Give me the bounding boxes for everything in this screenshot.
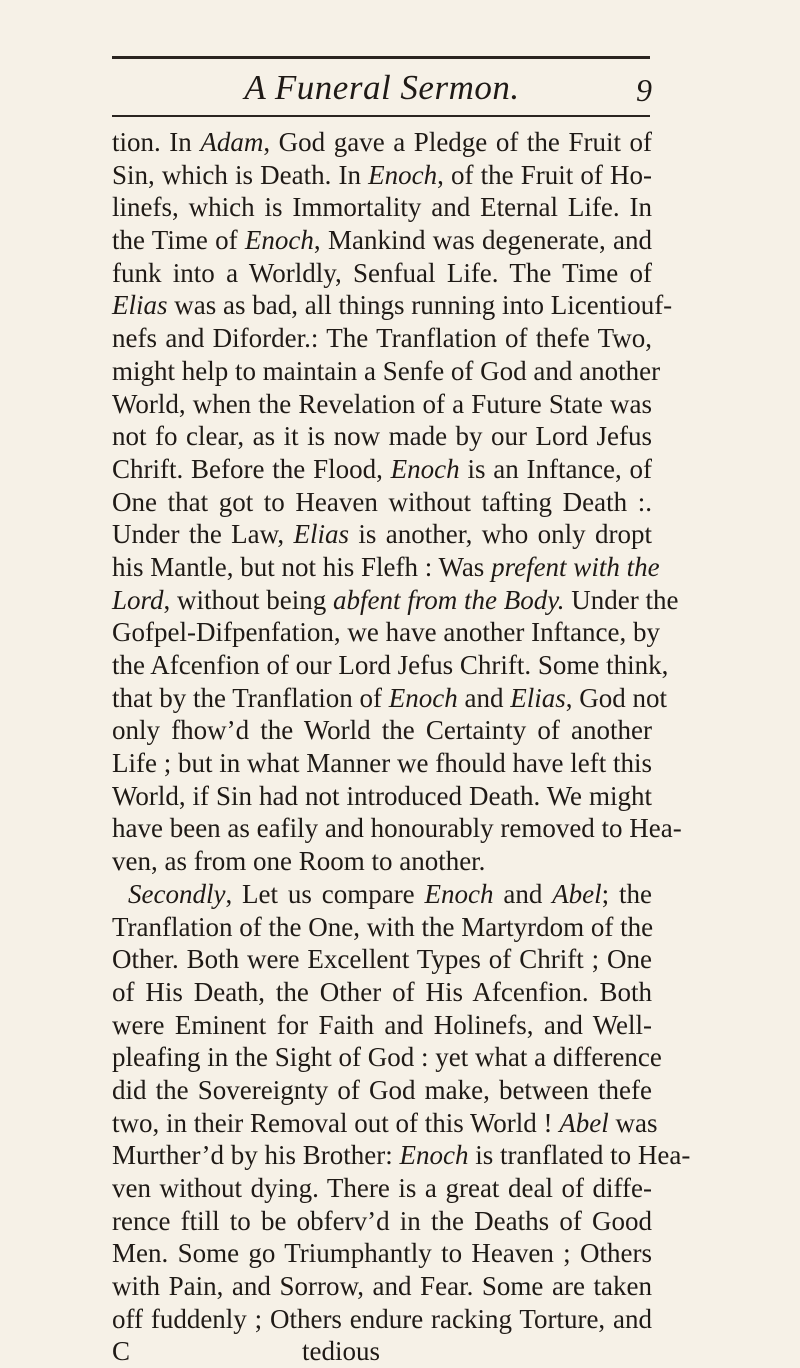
text-run: might help to maintain a Senfe of God and another [112, 355, 661, 386]
text-run: ven without dying. There is a great deal of diffe- [112, 1173, 652, 1203]
text-run: the Afcenfion of our Lord Jefus Chrift. Some think, [112, 650, 669, 680]
text-line [112, 486, 652, 519]
text-run: ven, as from one Room to another. [112, 846, 486, 877]
text-line [112, 616, 661, 649]
text-run: World, when the Revelation of a Future State was [112, 388, 652, 419]
text-line [112, 878, 652, 911]
text-run: linefs, which is Immortality and Eternal Life. In [112, 192, 652, 223]
page-number: 9 [636, 72, 652, 108]
text-line [112, 518, 652, 551]
text-run: Tranflation of the One, with the Martyrdom of the [112, 911, 654, 942]
text-run: that by the Tranflation of [112, 682, 389, 713]
text-run: , God gave a Pledge of the Fruit of [263, 127, 653, 157]
italic-run: Elias [293, 519, 350, 550]
italic-run: Elias [112, 290, 168, 321]
text-line [112, 355, 661, 388]
text-run: , without being [163, 584, 334, 615]
top-rule [112, 56, 650, 59]
page-header [112, 64, 652, 116]
text-run: Under the [564, 584, 679, 615]
text-line [112, 257, 652, 290]
text-line [112, 1270, 652, 1303]
text-run: rence ftill to be obferv’d in the Deaths of Good [112, 1205, 652, 1236]
italic-run: Enoch [368, 159, 438, 190]
text-line [112, 845, 652, 878]
text-line [112, 420, 652, 453]
text-run: Under the Law, [112, 519, 294, 550]
text-run: is tranflated to Hea- [468, 1140, 691, 1171]
text-run: and [493, 878, 553, 909]
text-line [112, 1074, 652, 1107]
text-line [112, 551, 660, 584]
text-run: is another, who only dropt [349, 519, 652, 550]
text-line [112, 682, 667, 715]
catchword-line [112, 1335, 652, 1368]
text-run: One that got to Heaven without tafting Death :. [112, 486, 652, 517]
italic-run: Elias [510, 682, 566, 713]
text-line [112, 911, 652, 944]
text-run: Other. Both were Excellent Types of Chrift ; One [112, 944, 652, 975]
text-run: only fhow’d the World the Certainty of another [112, 715, 652, 746]
text-run: tion. In [112, 127, 201, 157]
text-line [112, 812, 682, 845]
text-run: two, in their Removal out of this World ! [112, 1107, 560, 1138]
text-line [112, 714, 652, 747]
text-run: Sin, which is Death. In [112, 159, 369, 190]
text-run: and [457, 682, 511, 713]
text-run: is an Inftance, of [459, 453, 652, 484]
italic-run: Enoch [388, 682, 458, 713]
text-line [112, 943, 652, 976]
body-text [112, 126, 691, 1368]
text-line [112, 191, 652, 224]
text-line [112, 453, 652, 486]
italic-run: abfent from the Body. [333, 584, 565, 615]
text-line [112, 322, 652, 355]
text-run: ; the [601, 878, 652, 909]
italic-run: Enoch [424, 878, 494, 909]
catchword: tedious [302, 1336, 380, 1367]
text-line [112, 1303, 652, 1336]
text-run: did the Sovereignty of God make, between thefe [112, 1074, 652, 1105]
text-run: , of the Fruit of Ho- [437, 159, 652, 190]
italic-run: Abel [552, 878, 602, 909]
italic-run: prefent with the [491, 551, 660, 582]
text-run: Life ; but in what Manner we fhould have left this [112, 748, 652, 779]
text-run: not fo clear, as it is now made by our Lord Jefus [112, 421, 652, 452]
italic-run: Enoch [244, 225, 314, 256]
text-line [112, 159, 652, 192]
text-line [112, 747, 652, 780]
text-run: Chrift. Before the Flood, [112, 453, 391, 484]
text-line [112, 780, 652, 813]
text-run: Men. Some go Triumphantly to Heaven ; Others [112, 1238, 652, 1269]
text-run: , God not [565, 682, 667, 713]
italic-run: Adam [200, 127, 264, 157]
text-run: of His Death, the Other of His Afcenfion. Both [112, 976, 652, 1007]
text-run: , Mankind was degenerate, and [313, 225, 652, 256]
text-line [112, 1205, 652, 1238]
text-run: Murther’d by his Brother: [112, 1140, 400, 1171]
text-run: pleafing in the Sight of God : yet what a difference [112, 1042, 662, 1073]
text-run: Gofpel-Difpenfation, we have another Inftance, by [112, 617, 661, 648]
text-line [112, 649, 669, 682]
text-line [112, 1237, 652, 1270]
text-run: was [608, 1107, 658, 1138]
italic-run: Enoch [390, 453, 460, 484]
italic-run: Abel [559, 1107, 609, 1138]
running-title: A Funeral Sermon. [244, 68, 520, 107]
text-line [112, 1041, 662, 1074]
text-run: with Pain, and Sorrow, and Fear. Some are taken [112, 1271, 652, 1302]
text-run: World, if Sin had not introduced Death. We might [112, 780, 652, 811]
text-run: the Time of [112, 225, 245, 256]
text-line [112, 289, 673, 322]
text-line [112, 126, 652, 159]
italic-run: Enoch [399, 1140, 469, 1171]
italic-run: Lord [112, 584, 164, 615]
text-run: funk into a Worldly, Senfual Life. The Time of [112, 257, 652, 288]
text-line [112, 1172, 652, 1205]
text-run: have been as eafily and honourably removed to Hea- [112, 813, 682, 844]
text-run: his Mantle, but not his Flefh : Was [112, 551, 492, 582]
text-run: were Eminent for Faith and Holinefs, and Well- [112, 1009, 652, 1040]
text-run: off fuddenly ; Others endure racking Torture, and [112, 1303, 652, 1334]
italic-run: Secondly [128, 878, 226, 909]
header-rule [112, 115, 650, 117]
text-line [112, 388, 652, 421]
text-run: , Let us compare [225, 878, 425, 909]
text-line [112, 584, 679, 617]
text-line [112, 1107, 658, 1140]
text-line [112, 1139, 691, 1172]
text-run: nefs and Diforder.: The Tranflation of thefe Two, [112, 323, 652, 354]
text-line [112, 224, 652, 257]
text-line [112, 976, 652, 1009]
text-run: was as bad, all things running into Licentiouf- [167, 290, 673, 321]
text-line [112, 1009, 652, 1042]
signature-mark: C [112, 1336, 131, 1367]
